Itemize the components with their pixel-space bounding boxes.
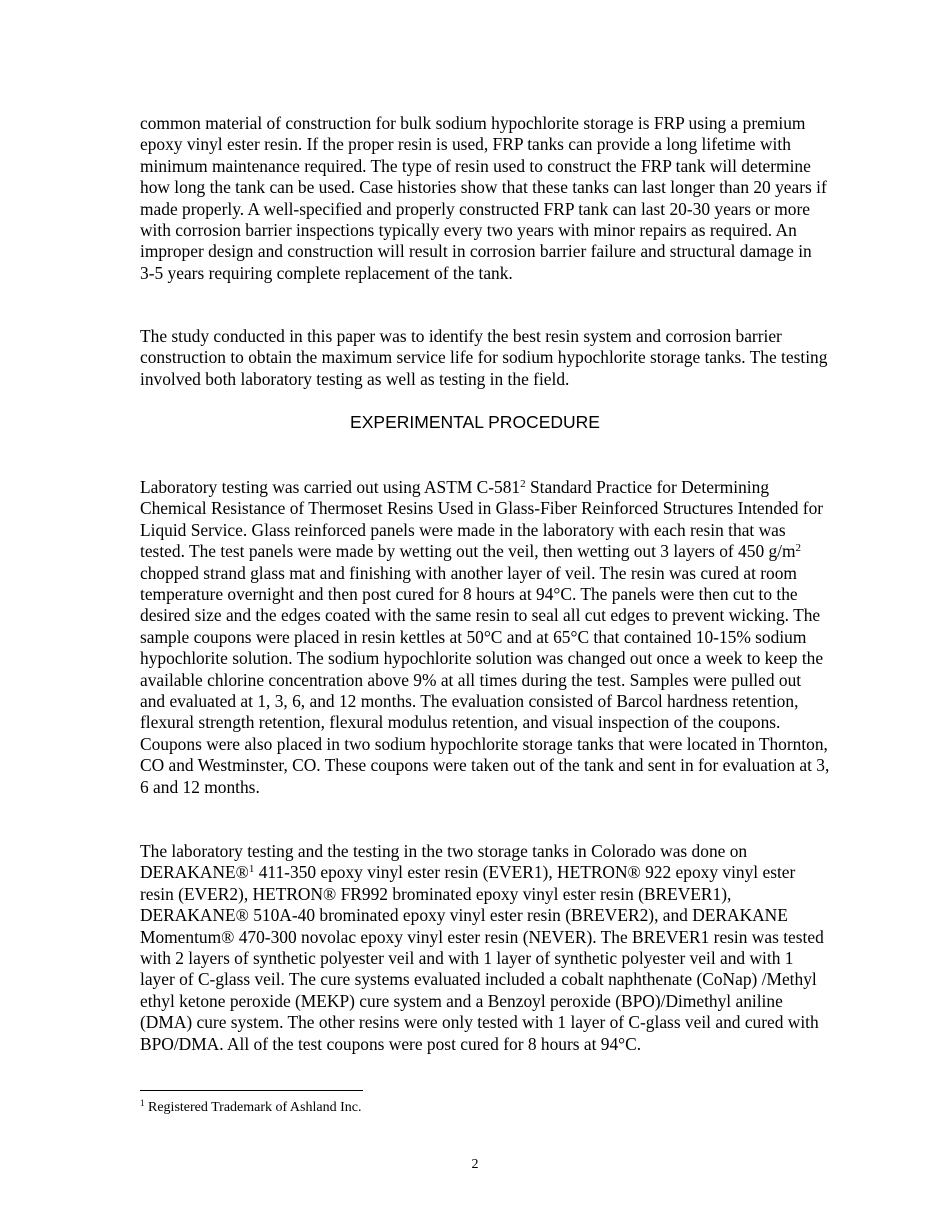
text-run: 411-350 epoxy vinyl ester resin (EVER1), HETRON® 922 epoxy vinyl ester resin (EVER2), HETRON® FR992 brominated epoxy vinyl ester resin (BREVER1), DERAKANE® 510A-40 brominated epoxy vinyl ester resin (BREVER2), and DERAKANE Momentum® 470-300 novolac epoxy vinyl ester resin (NEVER). The BREVER1 resin was tested with 2 layers of synthetic polyester veil and with 1 layer of synthetic polyester veil and with 1 layer of C-glass veil. The cure systems evaluated included a cobalt naphthenate (CoNap) /Methyl ethyl ketone peroxide (MEKP) cure system and a Benzoyl peroxide (BPO)/Dimethyl aniline (DMA) cure system. The other resins were only tested with 1 layer of C-glass veil and cured with BPO/DMA. All of the test coupons were post cured for 8 hours at 94°C. [140, 862, 824, 1054]
text-run: Laboratory testing was carried out using ASTM C-581 [140, 477, 521, 497]
footnote-text: Registered Trademark of Ashland Inc. [144, 1100, 362, 1115]
footnote-marker: 1 [140, 1098, 145, 1108]
paragraph-study-purpose [140, 326, 830, 390]
unit-superscript: 2 [795, 542, 802, 555]
paragraph-intro-continued [140, 113, 830, 284]
reference-superscript: 2 [520, 478, 526, 490]
section-heading: EXPERIMENTAL PROCEDURE [350, 412, 600, 432]
paragraph-lab-testing [140, 477, 830, 798]
footnote-reference: 1 [248, 863, 255, 876]
paragraph-text: common material of construction for bulk sodium hypochlorite storage is FRP using a premium epoxy vinyl ester resin. If the proper resin is used, FRP tanks can provide a long lifetime with minimum maintenance required. The type of resin used to construct the FRP tank will determine how long the tank can be used. Case histories show that these tanks can last longer than 20 years if made properly. A well-specified and properly constructed FRP tank can last 20-30 years or more with corrosion barrier inspections typically every two years with minor repairs as required. An improper design and construction will result in corrosion barrier failure and structural damage in 3-5 years requiring complete replacement of the tank. [140, 113, 827, 283]
paragraph-text: The study conducted in this paper was to identify the best resin system and corrosion barrier construction to obtain the maximum service life for sodium hypochlorite storage tanks. The testing involved both laboratory testing as well as testing in the field. [140, 326, 828, 389]
footnote [140, 1099, 830, 1117]
footnote-divider [140, 1090, 363, 1091]
text-run: The laboratory testing and the testing in the two storage tanks in Colorado was done on DERAKANE® [140, 841, 748, 883]
paragraph-text [140, 841, 830, 1055]
paragraph-resins-tested [140, 841, 830, 1055]
paragraph-text [140, 477, 830, 798]
page-number: 2 [471, 1157, 479, 1172]
text-run: chopped strand glass mat and finishing with another layer of veil. The resin was cured at room temperature overnight and then post cured for 8 hours at 94°C. The panels were then cut to the desired size and the edges coated with the same resin to seal all cut edges to prevent wicking. The sample coupons were placed in resin kettles at 50°C and at 65°C that contained 10-15% sodium hypochlorite solution. The sodium hypochlorite solution was changed out once a week to keep the available chlorine concentration above 9% at all times during the test. Samples were pulled out and evaluated at 1, 3, 6, and 12 months. The evaluation consisted of Barcol hardness retention, flexural strength retention, flexural modulus retention, and visual inspection of the coupons. Coupons were also placed in two sodium hypochlorite storage tanks that were located in Thornton, CO and Westminster, CO. These coupons were taken out of the tank and sent in for evaluation at 3, 6 and 12 months. [140, 562, 830, 797]
text-run: Standard Practice for Determining Chemical Resistance of Thermoset Resins Used in Glass-Fiber Reinforced Structures Intended for Liquid Service. Glass reinforced panels were made in the laboratory with each resin that was tested. The test panels were made by wetting out the veil, then wetting out 3 layers of 450 g/m [140, 477, 824, 562]
